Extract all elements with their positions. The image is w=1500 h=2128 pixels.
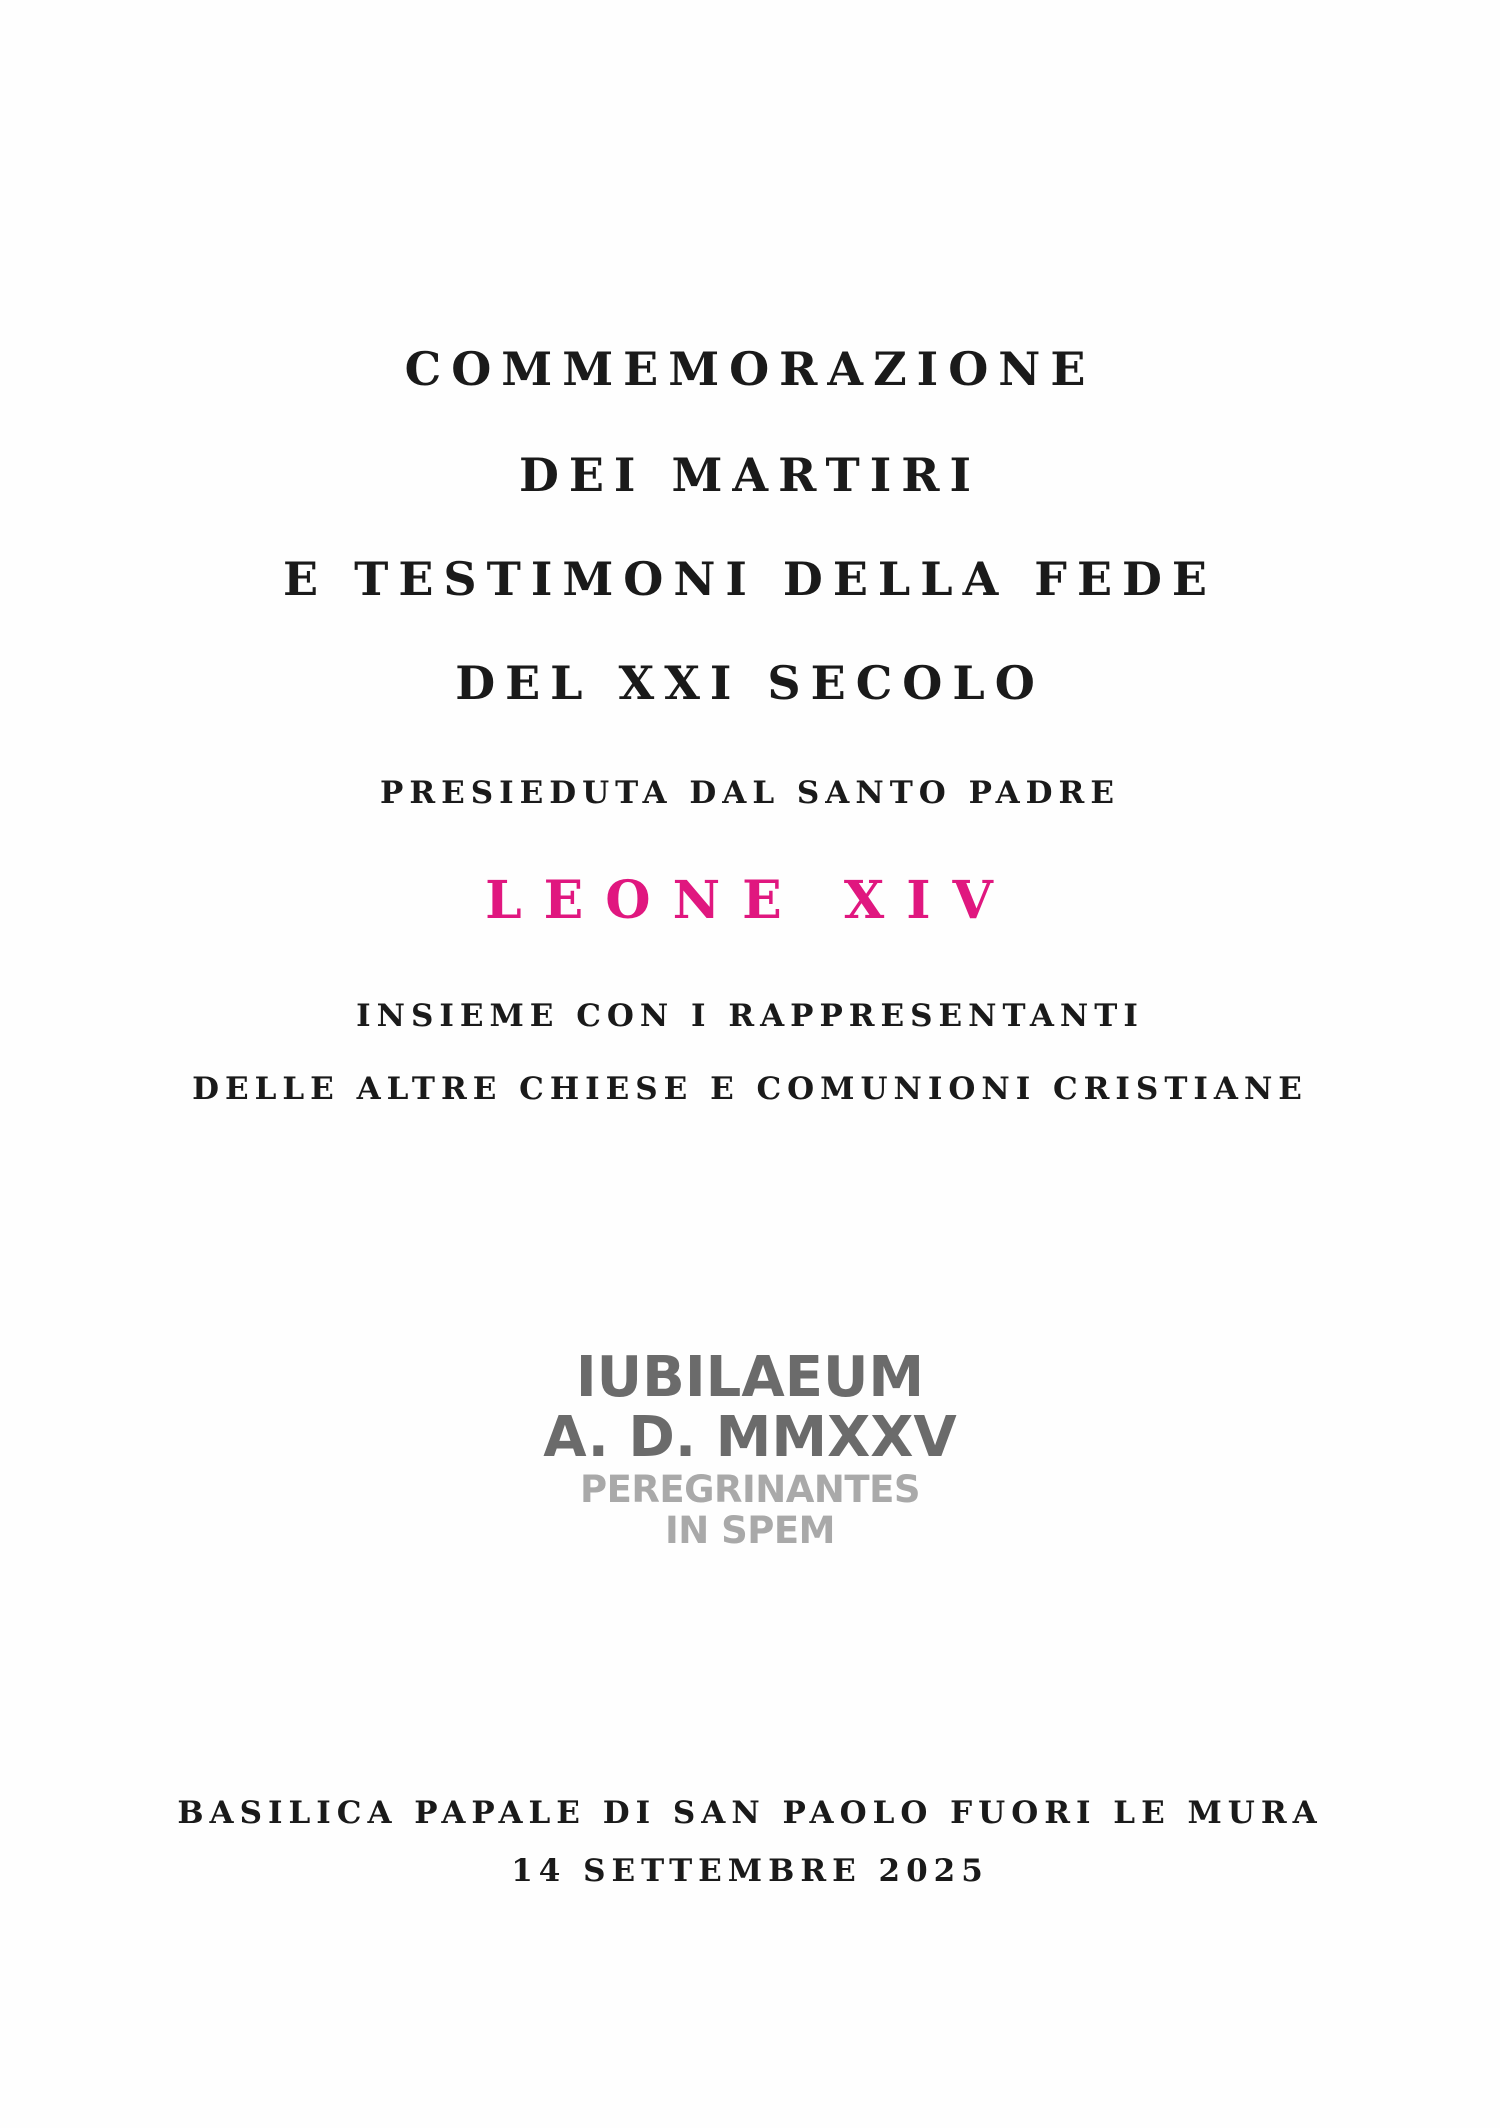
- presided-by-line: PRESIEDUTA DAL SANTO PADRE: [380, 775, 1120, 811]
- logo-line-peregrinantes: PEREGRINANTES: [579, 1468, 920, 1511]
- logo-line-in-spem: IN SPEM: [665, 1509, 835, 1552]
- venue-line: BASILICA PAPALE DI SAN PAOLO FUORI LE MURA: [177, 1795, 1323, 1831]
- title-line-1: COMMEMORAZIONE: [404, 342, 1096, 396]
- pope-name: LEONE XIV: [485, 870, 1015, 931]
- date-line: 14 SETTEMBRE 2025: [511, 1853, 989, 1889]
- together-line-1: INSIEME CON I RAPPRESENTANTI: [356, 998, 1144, 1034]
- title-line-3: E TESTIMONI DELLA FEDE: [283, 552, 1217, 606]
- together-line-2: DELLE ALTRE CHIESE E COMUNIONI CRISTIANE: [192, 1071, 1308, 1107]
- logo-line-iubilaeum: IUBILAEUM: [575, 1345, 925, 1410]
- logo-line-year: A. D. MMXXV: [543, 1405, 957, 1470]
- title-line-4: DEL XXI SECOLO: [455, 656, 1045, 710]
- title-line-2: DEI MARTIRI: [518, 448, 981, 502]
